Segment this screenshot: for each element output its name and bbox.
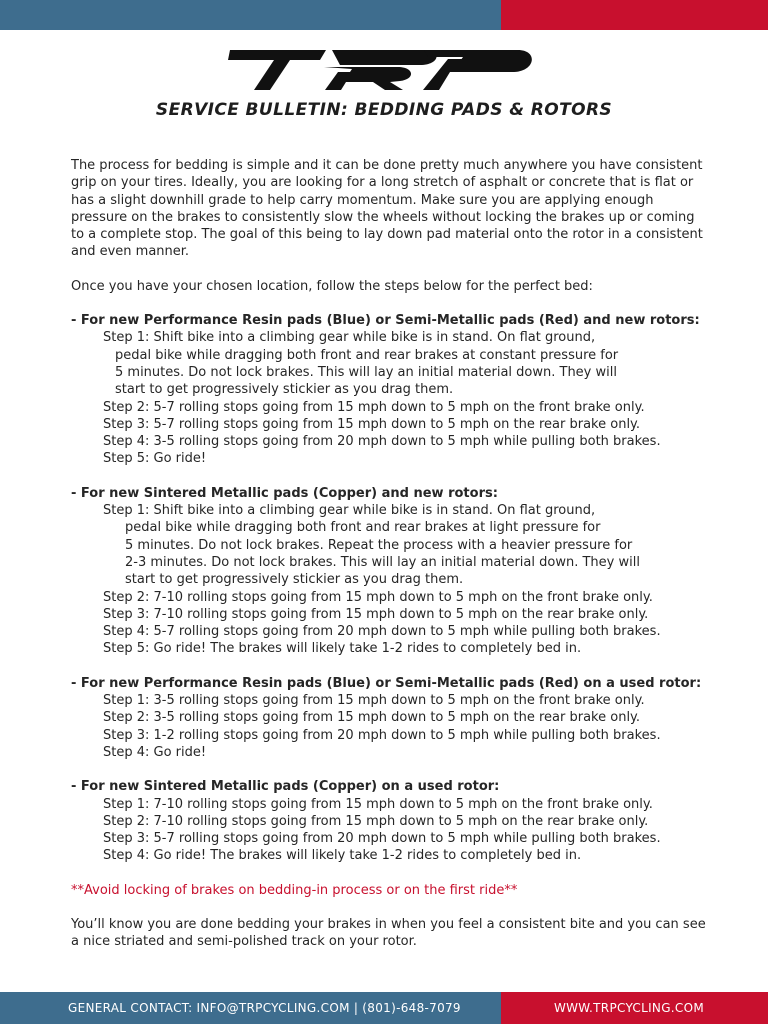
step-continuation: 2-3 minutes. Do not lock brakes. This will lay an initial material down. They will (125, 554, 640, 570)
procedure-section (71, 485, 711, 658)
header-bar (0, 0, 768, 30)
step-line: Step 4: Go ride! The brakes will likely take 1-2 rides to completely bed in. (103, 848, 582, 864)
warning-note: **Avoid locking of brakes on bedding-in process or on the first ride** (71, 882, 518, 898)
procedure-section (71, 778, 711, 864)
step-line: Step 3: 5-7 rolling stops going from 15 mph down to 5 mph on the rear brake only. (103, 416, 641, 432)
intro-instruction: Once you have your chosen location, follow the steps below for the perfect bed: (71, 278, 593, 294)
step-line: Step 1: Shift bike into a climbing gear while bike is in stand. On flat ground, (103, 503, 596, 519)
step-line: Step 2: 7-10 rolling stops going from 15 mph down to 5 mph on the rear brake only. (103, 813, 649, 829)
step-continuation: 5 minutes. Do not lock brakes. Repeat the process with a heavier pressure for (125, 537, 633, 553)
step-continuation: 5 minutes. Do not lock brakes. This will lay an initial material down. They will (115, 364, 617, 380)
procedure-sections (71, 312, 711, 865)
closing-paragraph: You’ll know you are done bedding your brakes in when you feel a consistent bite and you can see a nice striated and semi-polished track on your rotor. (71, 916, 706, 950)
step-line: Step 5: Go ride! (103, 451, 207, 467)
intro-paragraph: The process for bedding is simple and it can be done pretty much anywhere you have consistent grip on your tires. Ideally, you are looking for a long stretch of asphalt or concrete that is flat or has a slight downhill grade to help carry momentum. Make sure you are applying enough pressure on the brakes to consistently slow the wheels without locking the brakes up or coming to a complete stop. The goal of this being to lay down pad material onto the rotor in a consistent and even manner. (71, 158, 703, 260)
procedure-section (71, 675, 711, 761)
step-continuation: pedal bike while dragging both front and rear brakes at constant pressure for (115, 347, 619, 363)
footer-contact: GENERAL CONTACT: INFO@TRPCYCLING.COM | (801)-648-7079 (0, 992, 501, 1024)
step-continuation: start to get progressively stickier as you drag them. (115, 382, 454, 398)
step-line: Step 5: Go ride! The brakes will likely take 1-2 rides to completely bed in. (103, 641, 582, 657)
bulletin-body (71, 157, 711, 968)
step-line: Step 1: 7-10 rolling stops going from 15 mph down to 5 mph on the front brake only. (103, 796, 653, 812)
step-line: Step 1: 3-5 rolling stops going from 15 mph down to 5 mph on the front brake only. (103, 693, 645, 709)
trp-logo (228, 47, 533, 93)
footer-website-link[interactable]: WWW.TRPCYCLING.COM (501, 992, 768, 1024)
step-continuation: start to get progressively stickier as you drag them. (125, 572, 464, 588)
page-title: SERVICE BULLETIN: BEDDING PADS & ROTORS (155, 100, 613, 120)
section-heading: - For new Performance Resin pads (Blue) or Semi-Metallic pads (Red) and new rotors: (71, 313, 700, 329)
procedure-section (71, 312, 711, 468)
step-continuation: pedal bike while dragging both front and rear brakes at light pressure for (125, 520, 601, 536)
step-line: Step 1: Shift bike into a climbing gear while bike is in stand. On flat ground, (103, 330, 596, 346)
header-bar-red (501, 0, 768, 30)
step-line: Step 4: 5-7 rolling stops going from 20 mph down to 5 mph while pulling both brakes. (103, 624, 661, 640)
step-line: Step 4: 3-5 rolling stops going from 20 mph down to 5 mph while pulling both brakes. (103, 434, 661, 450)
section-heading: - For new Performance Resin pads (Blue) or Semi-Metallic pads (Red) on a used rotor: (71, 675, 702, 691)
header-bar-blue (0, 0, 501, 30)
step-line: Step 2: 3-5 rolling stops going from 15 mph down to 5 mph on the rear brake only. (103, 710, 641, 726)
step-line: Step 3: 5-7 rolling stops going from 20 mph down to 5 mph while pulling both brakes. (103, 831, 661, 847)
step-line: Step 2: 5-7 rolling stops going from 15 mph down to 5 mph on the front brake only. (103, 399, 645, 415)
footer-bar (0, 992, 768, 1024)
section-heading: - For new Sintered Metallic pads (Copper) on a used rotor: (71, 779, 500, 795)
section-heading: - For new Sintered Metallic pads (Copper) and new rotors: (71, 485, 498, 501)
step-line: Step 3: 7-10 rolling stops going from 15 mph down to 5 mph on the rear brake only. (103, 606, 649, 622)
step-line: Step 3: 1-2 rolling stops going from 20 mph down to 5 mph while pulling both brakes. (103, 727, 661, 743)
step-line: Step 2: 7-10 rolling stops going from 15 mph down to 5 mph on the front brake only. (103, 589, 653, 605)
step-line: Step 4: Go ride! (103, 744, 207, 760)
